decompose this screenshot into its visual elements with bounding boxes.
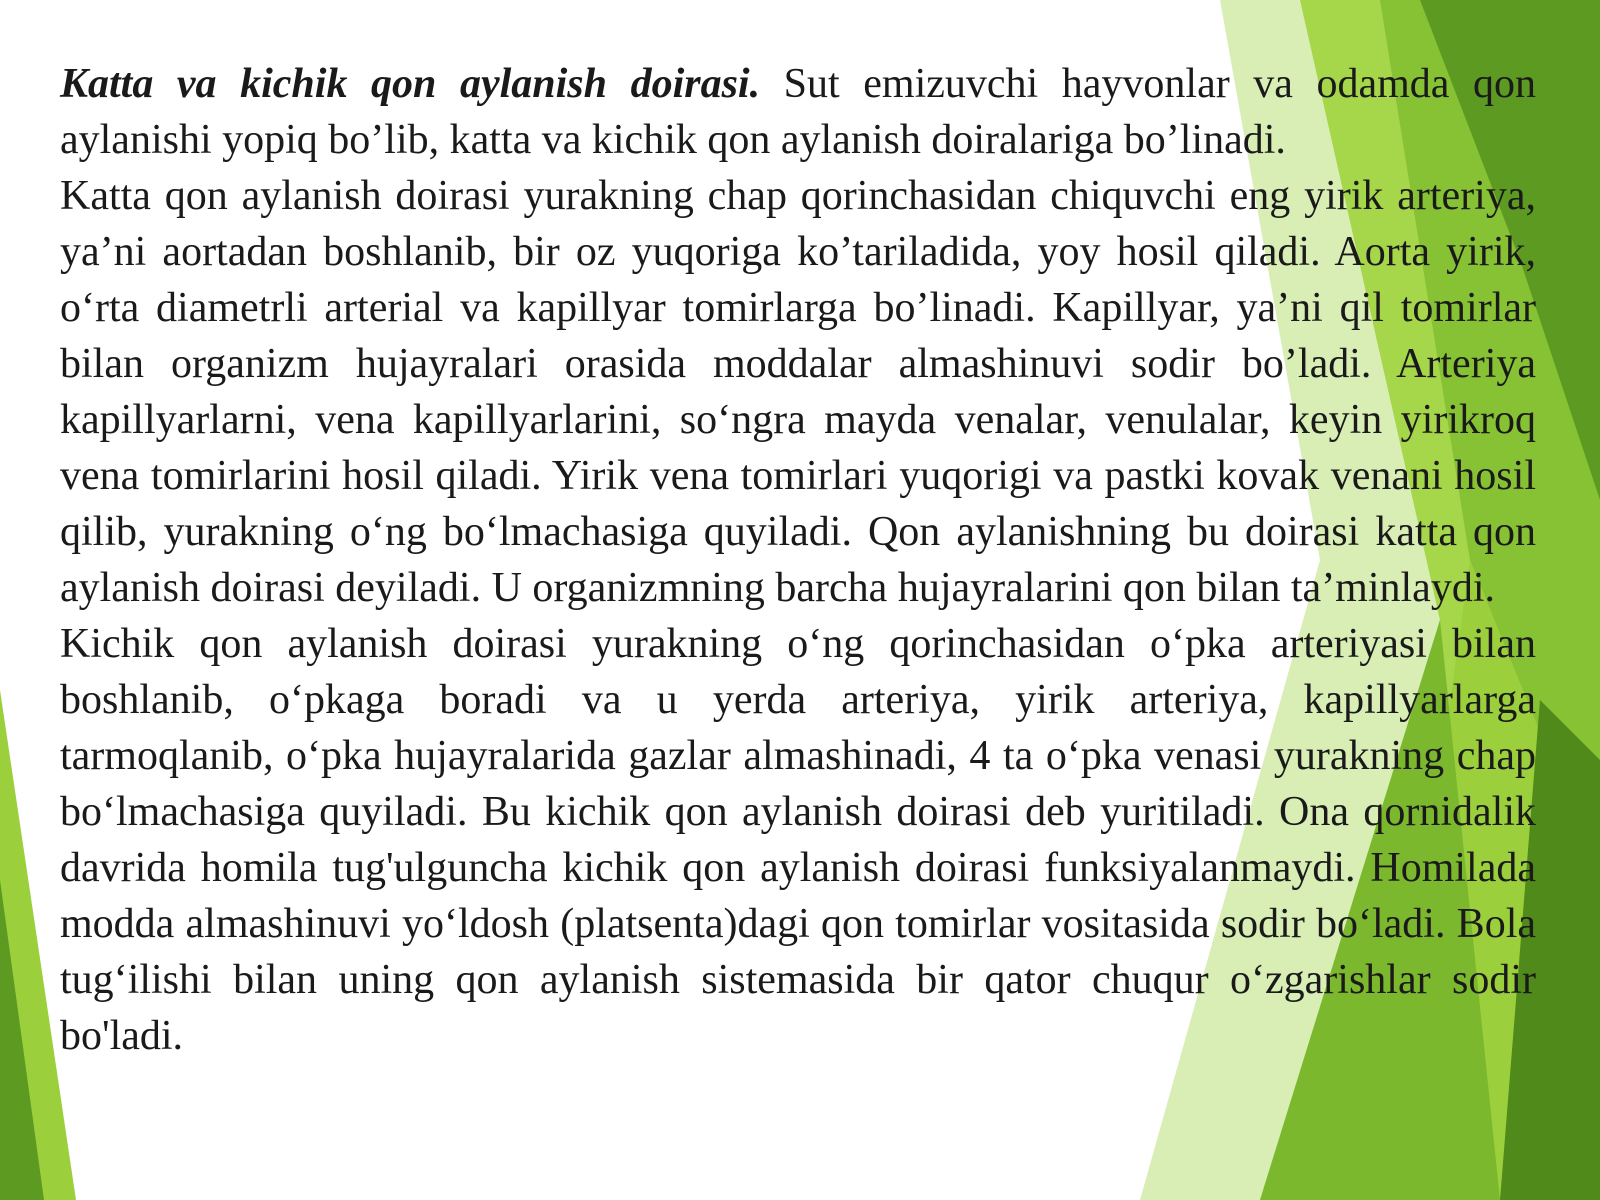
paragraph-systemic-circulation: Katta qon aylanish doirasi yurakning chap qorinchasidan chiquvchi eng yirik arteriya, ya’ni aortadan boshlanib, bir oz yuqoriga ko’tariladida, yoy hosil qiladi. Aorta yirik, o‘rta diametrli arterial va kapillyar tomirlarga bo’linadi. Kapillyar, ya’ni qil tomirlar bilan organizm hujayralari orasida moddalar almashinuvi sodir bo’ladi. Arteriya kapillyarlarni, vena kapillyarlarini, so‘ngra mayda venalar, venulalar, keyin yirikroq vena tomirlarini hosil qiladi. Yirik vena tomirlari yuqorigi va pastki kovak venani hosil qilib, yurakning o‘ng bo‘lmachasiga quyiladi. Qon aylanishning bu doirasi katta qon aylanish doirasi deyiladi. U organizmning barcha hujayralarini qon bilan ta’minlaydi. xyxy=(60,173,1536,611)
paragraph-pulmonary-circulation: Kichik qon aylanish doirasi yurakning o‘ng qorinchasidan o‘pka arteriyasi bilan boshlanib, o‘pkaga boradi va u yerda arteriya, yirik arteriya, kapillyarlarga tarmoqlanib, o‘pka hujayralarida gazlar almashinadi, 4 ta o‘pka venasi yurakning chap bo‘lmachasiga quyiladi. Bu kichik qon aylanish doirasi deb yuritiladi. Ona qornidalik davrida homila tug'ulguncha kichik qon aylanish doirasi funksiyalanmaydi. Homilada modda almashinuvi yo‘ldosh (platsenta)dagi qon tomirlar vositasida sodir bo‘ladi. Bola tug‘ilishi bilan uning qon aylanish sistemasida bir qator chuqur o‘zgarishlar sodir bo'ladi. xyxy=(60,621,1536,1059)
slide-text xyxy=(60,56,1536,1064)
heading-bold: Katta va kichik qon aylanish doirasi. xyxy=(60,61,761,107)
paragraph-intro-text: Sut emizuvchi hayvonlar va odamda qon aylanishi yopiq bo’lib, katta va kichik qon aylanish doiralariga bo’linadi. xyxy=(60,61,1536,163)
paragraph-intro xyxy=(60,56,1536,168)
